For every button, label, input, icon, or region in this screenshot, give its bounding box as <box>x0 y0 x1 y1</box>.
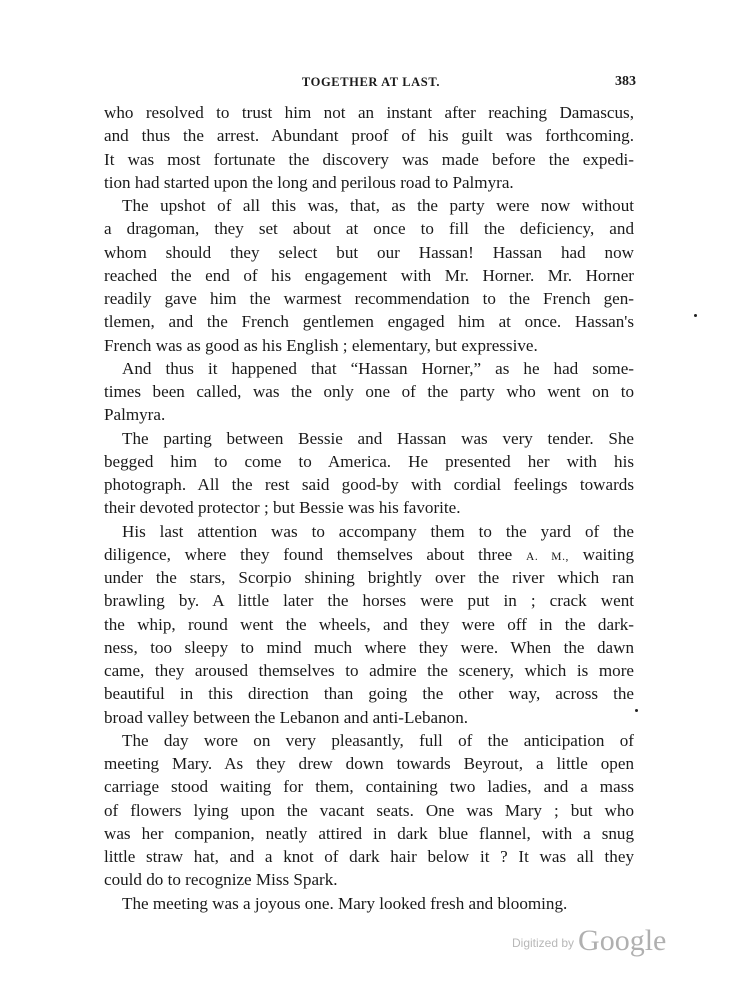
text-line: The meeting was a joyous one. Mary looked fresh and blooming. <box>122 893 568 913</box>
text-line: their devoted protector ; but Bessie was his favorite. <box>104 498 461 518</box>
text-line: Palmyra. <box>104 405 166 425</box>
text-line: who resolved to trust him not an instant after reaching Damascus, <box>104 103 634 122</box>
text-line: photograph. All the rest said good-by with cordial feelings towards <box>104 475 634 494</box>
text-line: brawling by. A little later the horses were put in ; crack went <box>104 591 634 611</box>
text-line <box>104 543 634 566</box>
running-title: TOGETHER AT LAST. <box>301 75 441 89</box>
text-line: readily gave him the warmest recommendation to the French gen- <box>104 289 634 308</box>
text-line: The parting between Bessie and Hassan was very tender. She <box>122 428 634 448</box>
page-header <box>104 74 638 94</box>
text-line: It was most fortunate the discovery was made before the expedi- <box>104 149 634 169</box>
scan-speck <box>694 314 697 317</box>
page-number: 383 <box>615 74 636 89</box>
text-line: times been called, was the only one of the party who went on to <box>104 382 634 401</box>
text-line: The day wore on very pleasantly, full of the anticipation of <box>122 730 634 750</box>
text-line: of flowers lying upon the vacant seats. One was Mary ; but who <box>104 800 634 820</box>
text-line: tion had started upon the long and perilous road to Palmyra. <box>104 172 514 192</box>
text-line: meeting Mary. As they drew down towards Beyrout, a little open <box>104 754 634 773</box>
text-line: and thus the arrest. Abundant proof of his guilt was forthcoming. <box>104 126 634 146</box>
text-line: carriage stood waiting for them, containing two ladies, and a mass <box>104 777 634 797</box>
digitized-by-text: Digitized by <box>512 936 575 950</box>
body-text <box>104 101 634 915</box>
scan-speck <box>635 709 638 712</box>
text-line: ness, too sleepy to mind much where they were. When the dawn <box>104 637 634 657</box>
text-fragment: diligence, where they found themselves about three <box>104 544 526 564</box>
text-line: little straw hat, and a knot of dark hair below it ? It was all they <box>104 847 634 866</box>
text-line: whom should they select but our Hassan! Hassan had now <box>104 242 634 262</box>
text-line: a dragoman, they set about at once to fill the deficiency, and <box>104 219 634 239</box>
text-line: reached the end of his engagement with Mr. Horner. Mr. Horner <box>104 265 634 285</box>
text-line: broad valley between the Lebanon and anti-Lebanon. <box>104 707 469 727</box>
digitized-watermark <box>512 920 666 956</box>
text-line: And thus it happened that “Hassan Horner,” as he had some- <box>122 358 634 378</box>
text-line: could do to recognize Miss Spark. <box>104 870 338 890</box>
text-line: begged him to come to America. He presented her with his <box>104 451 634 471</box>
text-line: the whip, round went the wheels, and they were off in the dark- <box>104 614 634 634</box>
text-line: was her companion, neatly attired in dark blue flannel, with a snug <box>104 823 634 843</box>
google-logo: Google <box>578 924 667 957</box>
time-abbreviation: A. M., <box>525 550 570 563</box>
text-line: His last attention was to accompany them to the yard of the <box>122 521 634 541</box>
text-line: under the stars, Scorpio shining brightly over the river which ran <box>104 568 634 587</box>
text-fragment: waiting <box>569 544 635 564</box>
text-line: came, they aroused themselves to admire the scenery, which is more <box>104 661 634 680</box>
text-line: beautiful in this direction than going the other way, across the <box>104 684 634 704</box>
text-line: French was as good as his English ; elementary, but expressive. <box>104 335 538 355</box>
text-line: tlemen, and the French gentlemen engaged him at once. Hassan's <box>104 312 634 332</box>
text-line: The upshot of all this was, that, as the party were now without <box>122 196 634 215</box>
